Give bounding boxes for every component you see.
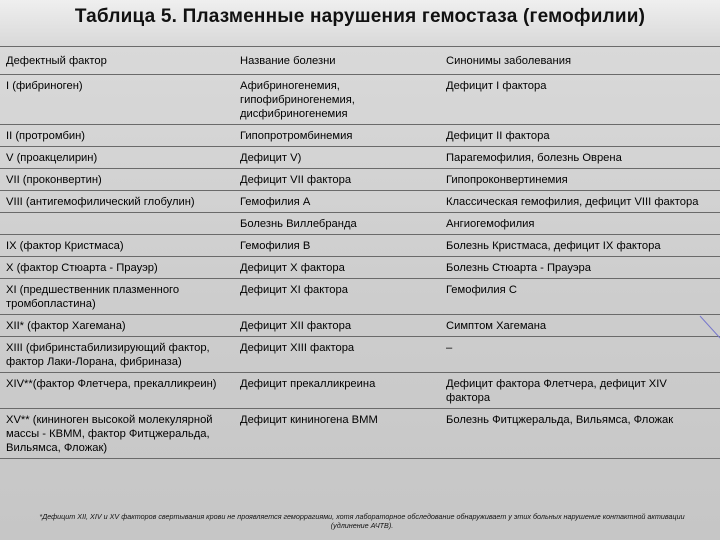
table-row <box>0 147 720 169</box>
slide-title: Таблица 5. Плазменные нарушения гемостаза (гемофилии) <box>74 6 646 27</box>
table-cell: Дефицит X фактора <box>240 262 345 274</box>
table-row <box>0 75 720 125</box>
table-cell: Дефицит II фактора <box>446 130 550 142</box>
header-cell: Название болезни <box>240 55 336 67</box>
table-cell: II (протромбин) <box>6 130 86 142</box>
table-cell: Парагемофилия, болезнь Оврена <box>446 152 622 164</box>
table-cell: Классическая гемофилия, дефицит VIII фактора <box>446 196 699 208</box>
table-cell: – <box>446 342 453 354</box>
table-cell: Дефицит VII фактора <box>240 174 352 186</box>
table-row <box>0 213 720 235</box>
table-row <box>0 191 720 213</box>
table-cell: Дефицит XII фактора <box>240 320 352 332</box>
table-cell: Гипопроконвертинемия <box>446 174 568 186</box>
table-cell: Болезнь Кристмаса, дефицит IX фактора <box>446 240 661 252</box>
table-cell: XIII (фибринстабилизирующий фактор, фактор Лаки-Лорана, фибриназа) <box>6 342 210 368</box>
table-row <box>0 279 720 315</box>
table-cell: Гемофилия С <box>446 284 517 296</box>
table-cell: Дефицит V) <box>240 152 302 164</box>
footnote: *Дефицит XII, XIV и XV факторов свертывания крови не проявляется геморрагиями, хотя лабораторное обследование обнаруживает у этих больных нарушение контактной активации (удлинение АЧТВ). <box>39 512 685 530</box>
table-cell: Болезнь Фитцжеральда, Вильямса, Фложак <box>446 414 674 426</box>
table-row <box>0 235 720 257</box>
table-header-row <box>0 47 720 75</box>
table-cell: VII (проконвертин) <box>6 174 102 186</box>
table <box>0 46 720 459</box>
table-cell: Гемофилия В <box>240 240 311 252</box>
table-cell: Гипопротромбинемия <box>240 130 353 142</box>
table-cell: Дефицит XIII фактора <box>240 342 355 354</box>
table-body <box>0 75 720 459</box>
table-row <box>0 315 720 337</box>
table-cell: IX (фактор Кристмаса) <box>6 240 124 252</box>
table-cell: Дефицит I фактора <box>446 80 547 92</box>
table-cell: X (фактор Стюарта - Прауэр) <box>6 262 158 274</box>
table-row <box>0 257 720 279</box>
table-cell: Симптом Хагемана <box>446 320 547 332</box>
table-cell: Болезнь Виллебранда <box>240 218 357 230</box>
table-row <box>0 337 720 373</box>
table-cell: Дефицит фактора Флетчера, дефицит XIV фактора <box>446 378 667 404</box>
table-cell: VIII (антигемофилический глобулин) <box>6 196 195 208</box>
table-cell: Афибриногенемия, гипофибриногенемия, дисфибриногенемия <box>240 80 355 120</box>
table-row <box>0 409 720 459</box>
table-cell: XV** (кининоген высокой молекулярной массы - КВММ, фактор Фитцжеральда, Вильямса, Фложак) <box>6 414 213 454</box>
table-cell: I (фибриноген) <box>6 80 83 92</box>
table-row <box>0 169 720 191</box>
table-cell: Дефицит кининогена ВММ <box>240 414 378 426</box>
table-row <box>0 125 720 147</box>
table-cell: XI (предшественник плазменного тромбопластина) <box>6 284 180 310</box>
header-cell: Дефектный фактор <box>6 55 107 67</box>
table-cell: Болезнь Стюарта - Прауэра <box>446 262 591 274</box>
table-row <box>0 373 720 409</box>
table-cell <box>0 213 236 234</box>
table-cell: Гемофилия А <box>240 196 311 208</box>
table-cell: XIV**(фактор Флетчера, прекалликреин) <box>6 378 217 390</box>
table-cell: Дефицит прекалликреина <box>240 378 376 390</box>
table-cell: XII* (фактор Хагемана) <box>6 320 126 332</box>
table-cell: Дефицит XI фактора <box>240 284 348 296</box>
header-cell: Синонимы заболевания <box>446 55 572 67</box>
table-cell: Ангиогемофилия <box>446 218 535 230</box>
table-cell: V (проакцелирин) <box>6 152 98 164</box>
